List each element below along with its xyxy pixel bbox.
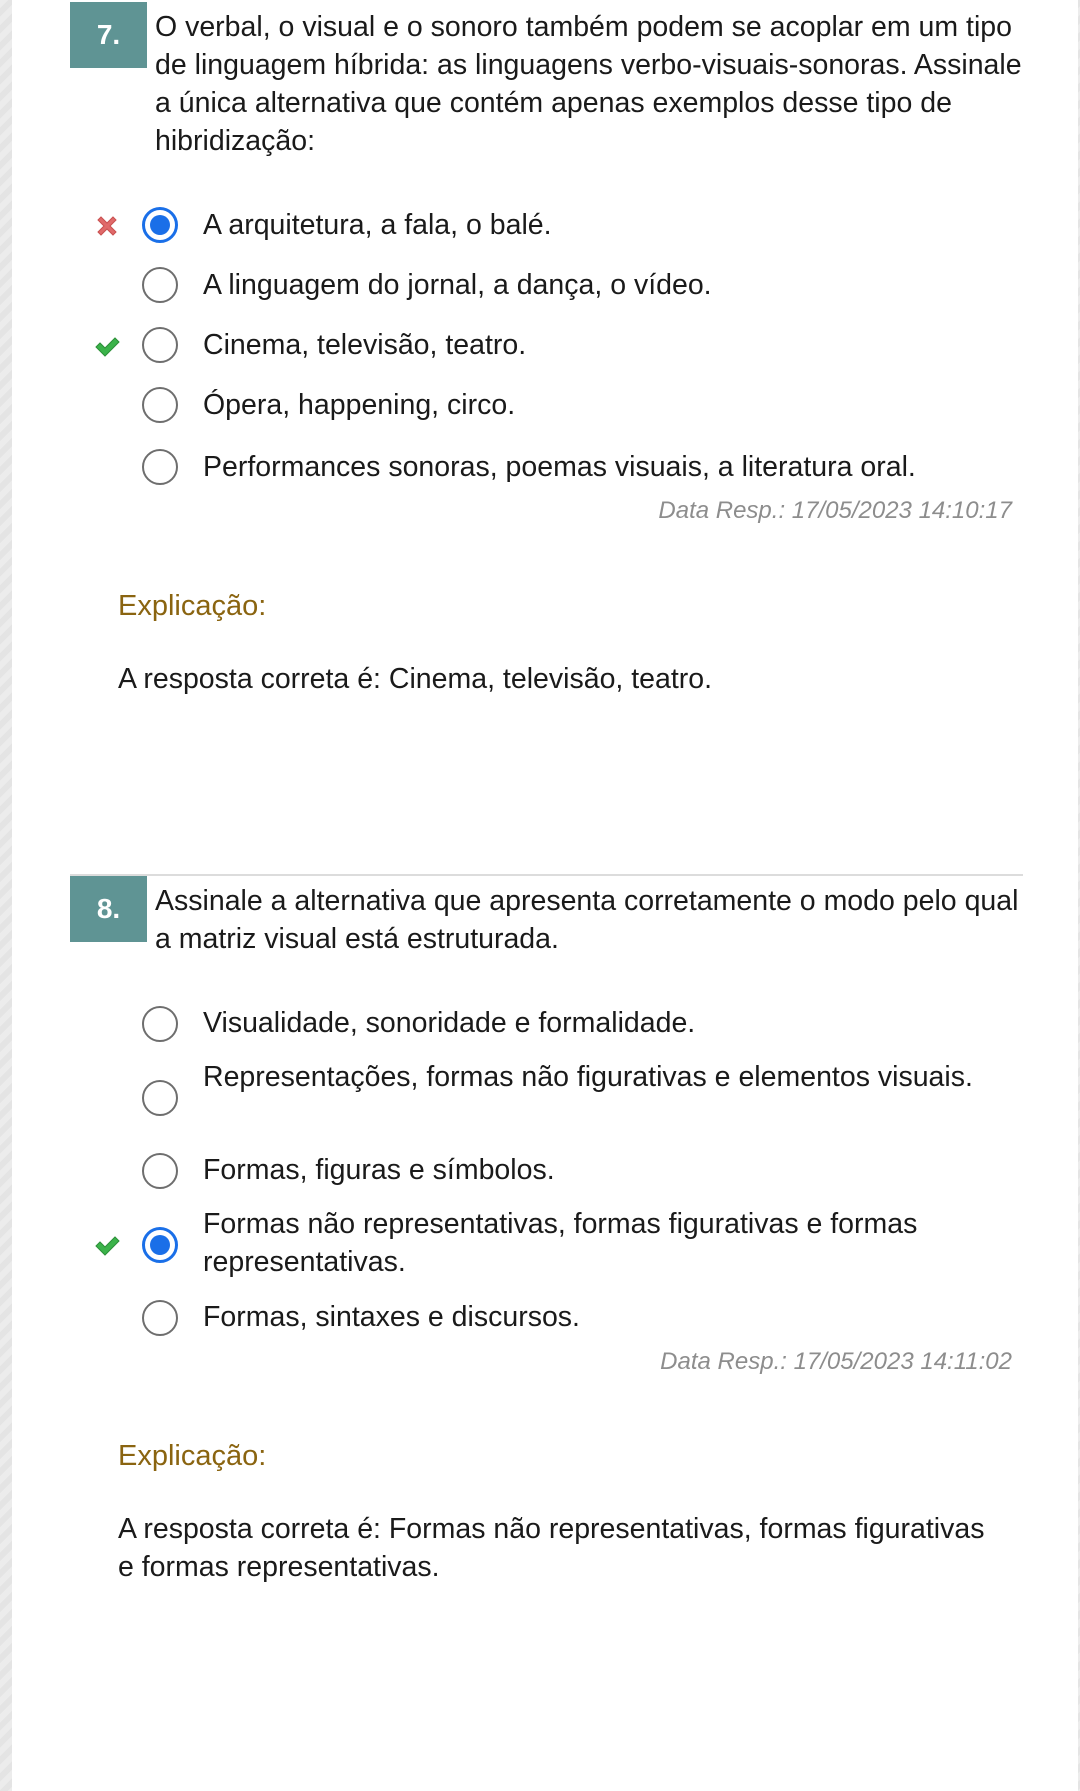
radio-button[interactable] bbox=[142, 1080, 178, 1116]
question-number-badge: 7. bbox=[70, 2, 147, 68]
quiz-panel bbox=[12, 0, 1078, 1791]
radio-button[interactable] bbox=[142, 1153, 178, 1189]
radio-button[interactable] bbox=[142, 387, 178, 423]
radio-button[interactable] bbox=[142, 1227, 178, 1263]
explanation-text: A resposta correta é: Formas não representativas, formas figurativas e formas representativas. bbox=[118, 1513, 985, 1583]
option-label: A arquitetura, a fala, o balé. bbox=[203, 209, 552, 241]
option-label: Ópera, happening, circo. bbox=[203, 389, 516, 421]
question-text: Assinale a alternativa que apresenta corretamente o modo pelo qual a matriz visual está estruturada. bbox=[155, 885, 1019, 955]
answer-date: Data Resp.: 17/05/2023 14:10:17 bbox=[658, 497, 1012, 524]
radio-button[interactable] bbox=[142, 1006, 178, 1042]
explanation-title: Explicação: bbox=[118, 590, 267, 622]
explanation-title: Explicação: bbox=[118, 1440, 267, 1472]
option-label: Performances sonoras, poemas visuais, a literatura oral. bbox=[203, 451, 916, 483]
option-label: Cinema, televisão, teatro. bbox=[203, 329, 527, 361]
option-label: Representações, formas não figurativas e elementos visuais. bbox=[203, 1061, 973, 1093]
option-label: Formas, figuras e símbolos. bbox=[203, 1154, 555, 1186]
option-label: A linguagem do jornal, a dança, o vídeo. bbox=[203, 269, 712, 301]
correct-icon bbox=[92, 1230, 122, 1260]
option-label: Visualidade, sonoridade e formalidade. bbox=[203, 1007, 696, 1039]
radio-button[interactable] bbox=[142, 1300, 178, 1336]
answer-date: Data Resp.: 17/05/2023 14:11:02 bbox=[660, 1348, 1012, 1375]
option-label: Formas, sintaxes e discursos. bbox=[203, 1301, 580, 1333]
explanation-text: A resposta correta é: Cinema, televisão, teatro. bbox=[118, 663, 713, 695]
radio-button[interactable] bbox=[142, 207, 178, 243]
correct-icon bbox=[92, 331, 122, 361]
option-label: Formas não representativas, formas figurativas e formas representativas. bbox=[203, 1208, 918, 1278]
radio-button[interactable] bbox=[142, 449, 178, 485]
question-number-badge: 8. bbox=[70, 876, 147, 942]
radio-button[interactable] bbox=[142, 327, 178, 363]
wrong-icon bbox=[92, 211, 122, 241]
divider bbox=[70, 874, 1023, 876]
question-text: O verbal, o visual e o sonoro também podem se acoplar em um tipo de linguagem híbrida: as linguagens verbo-visuais-sonoras. Assinale a única alternativa que contém apenas exemplos desse tipo de hibridização: bbox=[155, 11, 1022, 157]
radio-button[interactable] bbox=[142, 267, 178, 303]
